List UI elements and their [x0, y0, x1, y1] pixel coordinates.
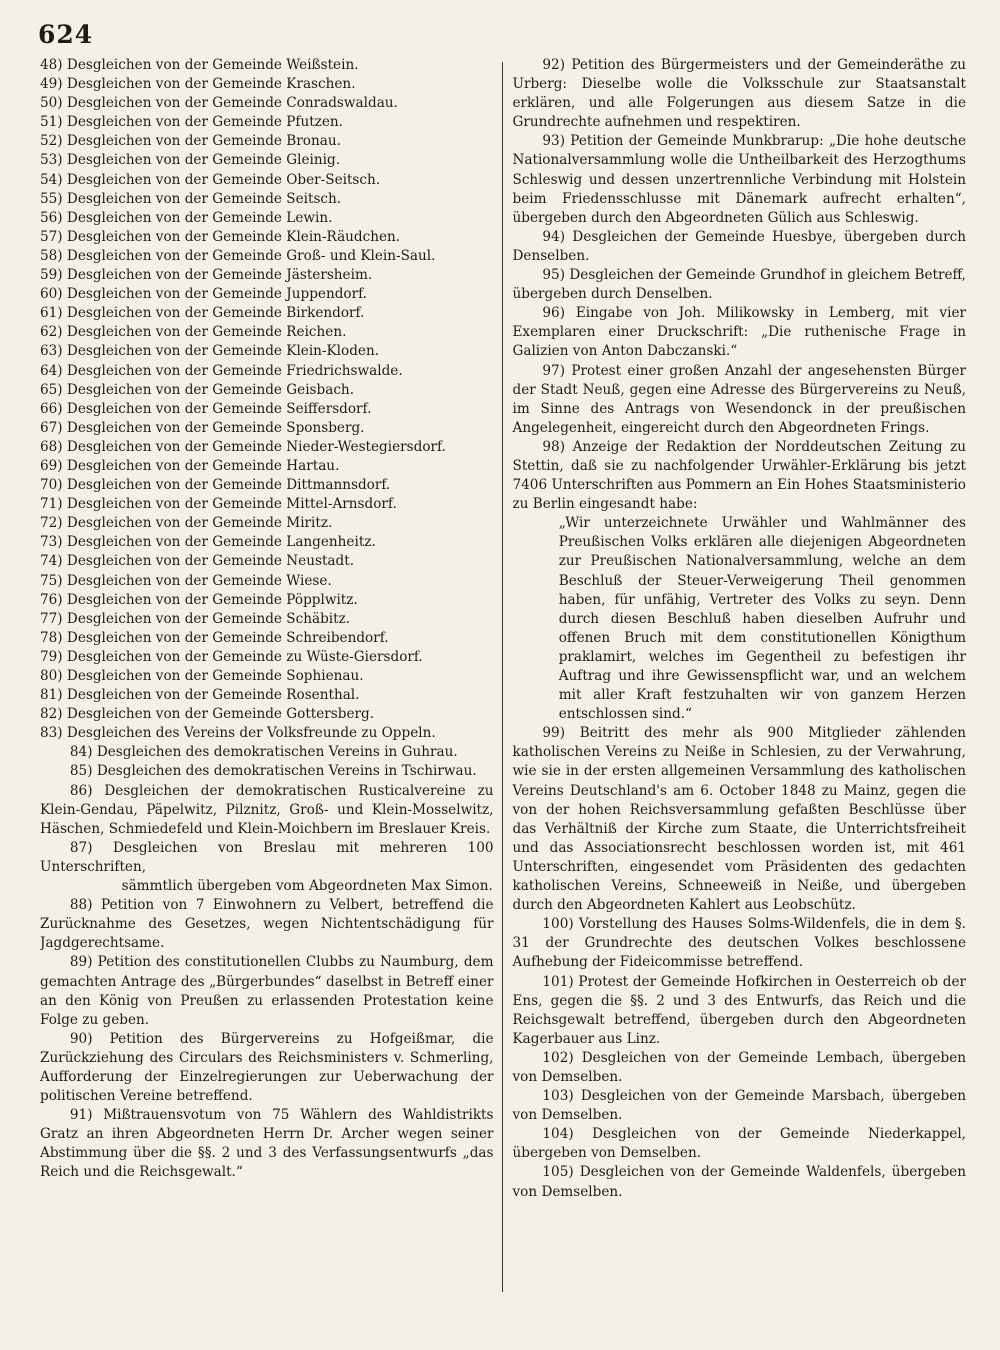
right-column — [503, 56, 967, 1310]
petition-entry: 95) Desgleichen der Gemeinde Grundhof in gleichem Betreff, übergeben durch Denselben. — [512, 267, 966, 303]
petition-entry: 99) Beitritt des mehr als 900 Mitglieder zählenden katholischen Vereins zu Neiße in Schlesien, zu der Verwahrung, wie sie in der ersten allgemeinen Versammlung des katholischen Vereins Deutschland's am 6. October 1848 zu Mainz, gegen die von der hohen Reichsversammlung gefaßten Beschlüsse über das Verhältniß der Kirche zum Staate, die Unterrichtsfreiheit und das Associationsrecht beschlossen worden ist, mit 461 Unterschriften, eingesendet vom Präsidenten des gedachten katholischen Vereins, Schneeweiß in Neiße, und übergeben durch den Abgeordneten Kahlert aus Leobschütz. — [512, 725, 966, 914]
left-column — [40, 56, 502, 1310]
quoted-declaration: „Wir unterzeichnete Urwähler und Wahlmänner des Preußischen Volks erklären alle diejenigen Abgeordneten zur Preußischen Nationalversammlung, welche an dem Beschluß der Steuer-Verweigerung Theil genommen haben, für unfähig, Vertreter des Volks zu seyn. Denn durch diesen Beschluß haben dieselben Aufruhr und offenen Bruch mit dem constitutionellen Königthum praklamirt, welches im Gegentheil zu befestigen ihr Auftrag und ihre Gewissenspflicht war, und an welchem mit aller Kraft festzuhalten wir von ganzem Herzen entschlossen sind.“ — [558, 515, 966, 723]
petition-entry: 66) Desgleichen von der Gemeinde Seiffersdorf. — [40, 400, 372, 417]
petition-entry: 72) Desgleichen von der Gemeinde Miritz. — [40, 515, 333, 532]
petition-entry: 58) Desgleichen von der Gemeinde Groß- und Klein-Saul. — [40, 247, 436, 264]
petition-entry: 81) Desgleichen von der Gemeinde Rosenthal. — [40, 687, 360, 704]
petition-entry: 102) Desgleichen von der Gemeinde Lembach, übergeben von Demselben. — [512, 1049, 966, 1085]
petition-entry: 73) Desgleichen von der Gemeinde Langenheitz. — [40, 534, 376, 551]
petition-entry: 75) Desgleichen von der Gemeinde Wiese. — [40, 572, 332, 589]
petition-entry: 63) Desgleichen von der Gemeinde Klein-Kloden. — [40, 343, 380, 360]
petition-entry: 70) Desgleichen von der Gemeinde Dittmannsdorf. — [40, 477, 391, 494]
petition-entry: 84) Desgleichen des demokratischen Vereins in Guhrau. — [69, 744, 458, 761]
petition-entry: 101) Protest der Gemeinde Hofkirchen in Oesterreich ob der Ens, gegen die §§. 2 und 3 des Entwurfs, das Reich und die Reichsgewalt betreffend, übergeben durch den Abgeordneten Kagerbauer aus Linz. — [512, 973, 966, 1047]
petition-entry: 48) Desgleichen von der Gemeinde Weißstein. — [40, 57, 359, 73]
petition-entry: 59) Desgleichen von der Gemeinde Jästersheim. — [40, 267, 373, 284]
petition-entry: 98) Anzeige der Redaktion der Norddeutschen Zeitung zu Stettin, daß sie zu nachfolgender Urwähler-Erklärung bis jetzt 7406 Unterschriften aus Pommern an Ein Hohes Staatsministerio zu Berlin eingesandt habe: — [512, 438, 966, 513]
petition-entry: 85) Desgleichen des demokratischen Vereins in Tschirwau. — [69, 763, 477, 780]
petition-entry: 92) Petition des Bürgermeisters und der Gemeinderäthe zu Urberg: Dieselbe wolle die Volksschule zur Staatsanstalt erklären, und alle Folgerungen aus diesem Satze in die Grundrechte aufnehmen und respektiren. — [512, 57, 966, 131]
petition-entry: 52) Desgleichen von der Gemeinde Bronau. — [40, 133, 341, 150]
petition-entry: 49) Desgleichen von der Gemeinde Kraschen. — [40, 76, 356, 93]
petition-entry: 50) Desgleichen von der Gemeinde Conradswaldau. — [40, 95, 398, 112]
petition-entry: 87) Desgleichen von Breslau mit mehreren 100 Unterschriften, — [40, 839, 494, 875]
petition-entry: 103) Desgleichen von der Gemeinde Marsbach, übergeben von Demselben. — [512, 1088, 966, 1124]
petition-entry: 77) Desgleichen von der Gemeinde Schäbitz. — [40, 610, 351, 627]
petition-entry: 64) Desgleichen von der Gemeinde Friedrichswalde. — [40, 362, 403, 379]
petition-entry: 78) Desgleichen von der Gemeinde Schreibendorf. — [40, 629, 389, 646]
petition-entry: 54) Desgleichen von der Gemeinde Ober-Seitsch. — [40, 171, 381, 188]
petition-entry: 56) Desgleichen von der Gemeinde Lewin. — [40, 209, 333, 226]
petition-entry: 83) Desgleichen des Vereins der Volksfreunde zu Oppeln. — [40, 725, 436, 742]
petition-entry: 100) Vorstellung des Hauses Solms-Wildenfels, die in dem §. 31 der Grundrechte des deutschen Volkes beschlossene Aufhebung der Fideicommisse betreffend. — [512, 916, 966, 971]
petition-entry: 80) Desgleichen von der Gemeinde Sophienau. — [40, 668, 364, 684]
petition-entry: 71) Desgleichen von der Gemeinde Mittel-Arnsdorf. — [40, 496, 397, 513]
petition-entry: 74) Desgleichen von der Gemeinde Neustadt. — [40, 553, 355, 570]
petition-entry: 60) Desgleichen von der Gemeinde Juppendorf. — [40, 286, 367, 303]
petition-entry: 105) Desgleichen von der Gemeinde Waldenfels, übergeben von Demselben. — [512, 1164, 966, 1200]
petition-entry: 69) Desgleichen von der Gemeinde Hartau. — [40, 457, 340, 474]
petition-entry: 61) Desgleichen von der Gemeinde Birkendorf. — [40, 305, 365, 322]
petition-entry: 55) Desgleichen von der Gemeinde Seitsch. — [40, 190, 342, 207]
petition-entry: 67) Desgleichen von der Gemeinde Sponsberg. — [40, 419, 365, 436]
petition-entry: 97) Protest einer großen Anzahl der angesehensten Bürger der Stadt Neuß, gegen eine Adresse des Bürgervereins zu Neuß, im Sinne des Antrags von Wesendonck in der preußischen Angelegenheit, eingereicht durch den Abgeordneten Frings. — [512, 362, 966, 436]
petition-entry: 91) Mißtrauensvotum von 75 Wählern des Wahldistrikts Gratz an ihren Abgeordneten Herrn Dr. Archer wegen seiner Abstimmung über die §§. 2 und 3 des Verfassungsentwurfs „das Reich und die Reichsgewalt.“ — [40, 1107, 494, 1181]
petition-entry: 90) Petition des Bürgervereins zu Hofgeißmar, die Zurückziehung des Circulars des Reichsministers v. Schmerling, Aufforderung der Einzelregierungen zur Ueberwachung der politischen Vereine betreffend. — [40, 1030, 494, 1105]
petition-entry: 62) Desgleichen von der Gemeinde Reichen. — [40, 324, 347, 341]
petition-entry: 96) Eingabe von Joh. Milikowsky in Lemberg, mit vier Exemplaren einer Druckschrift: „Die ruthenische Frage in Galizien von Anton Dabczanski.“ — [512, 305, 966, 360]
petition-entry: 79) Desgleichen von der Gemeinde zu Wüste-Giersdorf. — [40, 648, 423, 665]
petition-entry: 57) Desgleichen von der Gemeinde Klein-Räudchen. — [40, 228, 401, 245]
petition-entry: 53) Desgleichen von der Gemeinde Gleinig. — [40, 152, 341, 169]
petition-entry: 51) Desgleichen von der Gemeinde Pfutzen. — [40, 114, 343, 131]
petition-entry: 86) Desgleichen der demokratischen Rusticalvereine zu Klein-Gendau, Päpelwitz, Pilznitz, Groß- und Klein-Mosselwitz, Häschen, Schmiedefeld und Klein-Moichbern im Breslauer Kreis. — [40, 782, 494, 837]
petition-entry: 89) Petition des constitutionellen Clubbs zu Naumburg, dem gemachten Antrage des „Bürgerbundes“ daselbst in Betreff einer an den König von Preußen zu erlassenden Protestation keine Folge zu geben. — [40, 954, 494, 1028]
petition-entry: 94) Desgleichen der Gemeinde Huesbye, übergeben durch Denselben. — [512, 228, 966, 264]
page-number: 624 — [38, 20, 94, 49]
two-column-body — [40, 56, 966, 1310]
petition-entry: 93) Petition der Gemeinde Munkbrarup: „Die hohe deutsche Nationalversammlung wolle die Untheilbarkeit des Herzogthums Schleswig und dessen unzertrennliche Verbindung mit Holstein beim Friedensschlusse mit Dänemark aufrecht erhalten“, übergeben durch den Abgeordneten Gülich aus Schleswig. — [512, 133, 966, 226]
submitter-line: sämmtlich übergeben vom Abgeordneten Max Simon. — [121, 878, 493, 895]
petition-entry: 68) Desgleichen von der Gemeinde Nieder-Westegiersdorf. — [40, 438, 446, 455]
petition-entry: 82) Desgleichen von der Gemeinde Gottersberg. — [40, 706, 375, 723]
petition-entry: 88) Petition von 7 Einwohnern zu Velbert, betreffend die Zurücknahme des Gesetzes, wegen Nichtentschädigung für Jagdgerechtsame. — [40, 897, 494, 952]
petition-entry: 104) Desgleichen von der Gemeinde Niederkappel, übergeben von Demselben. — [512, 1126, 966, 1162]
petition-entry: 76) Desgleichen von der Gemeinde Pöpplwitz. — [40, 591, 358, 608]
petition-entry: 65) Desgleichen von der Gemeinde Geisbach. — [40, 381, 355, 398]
